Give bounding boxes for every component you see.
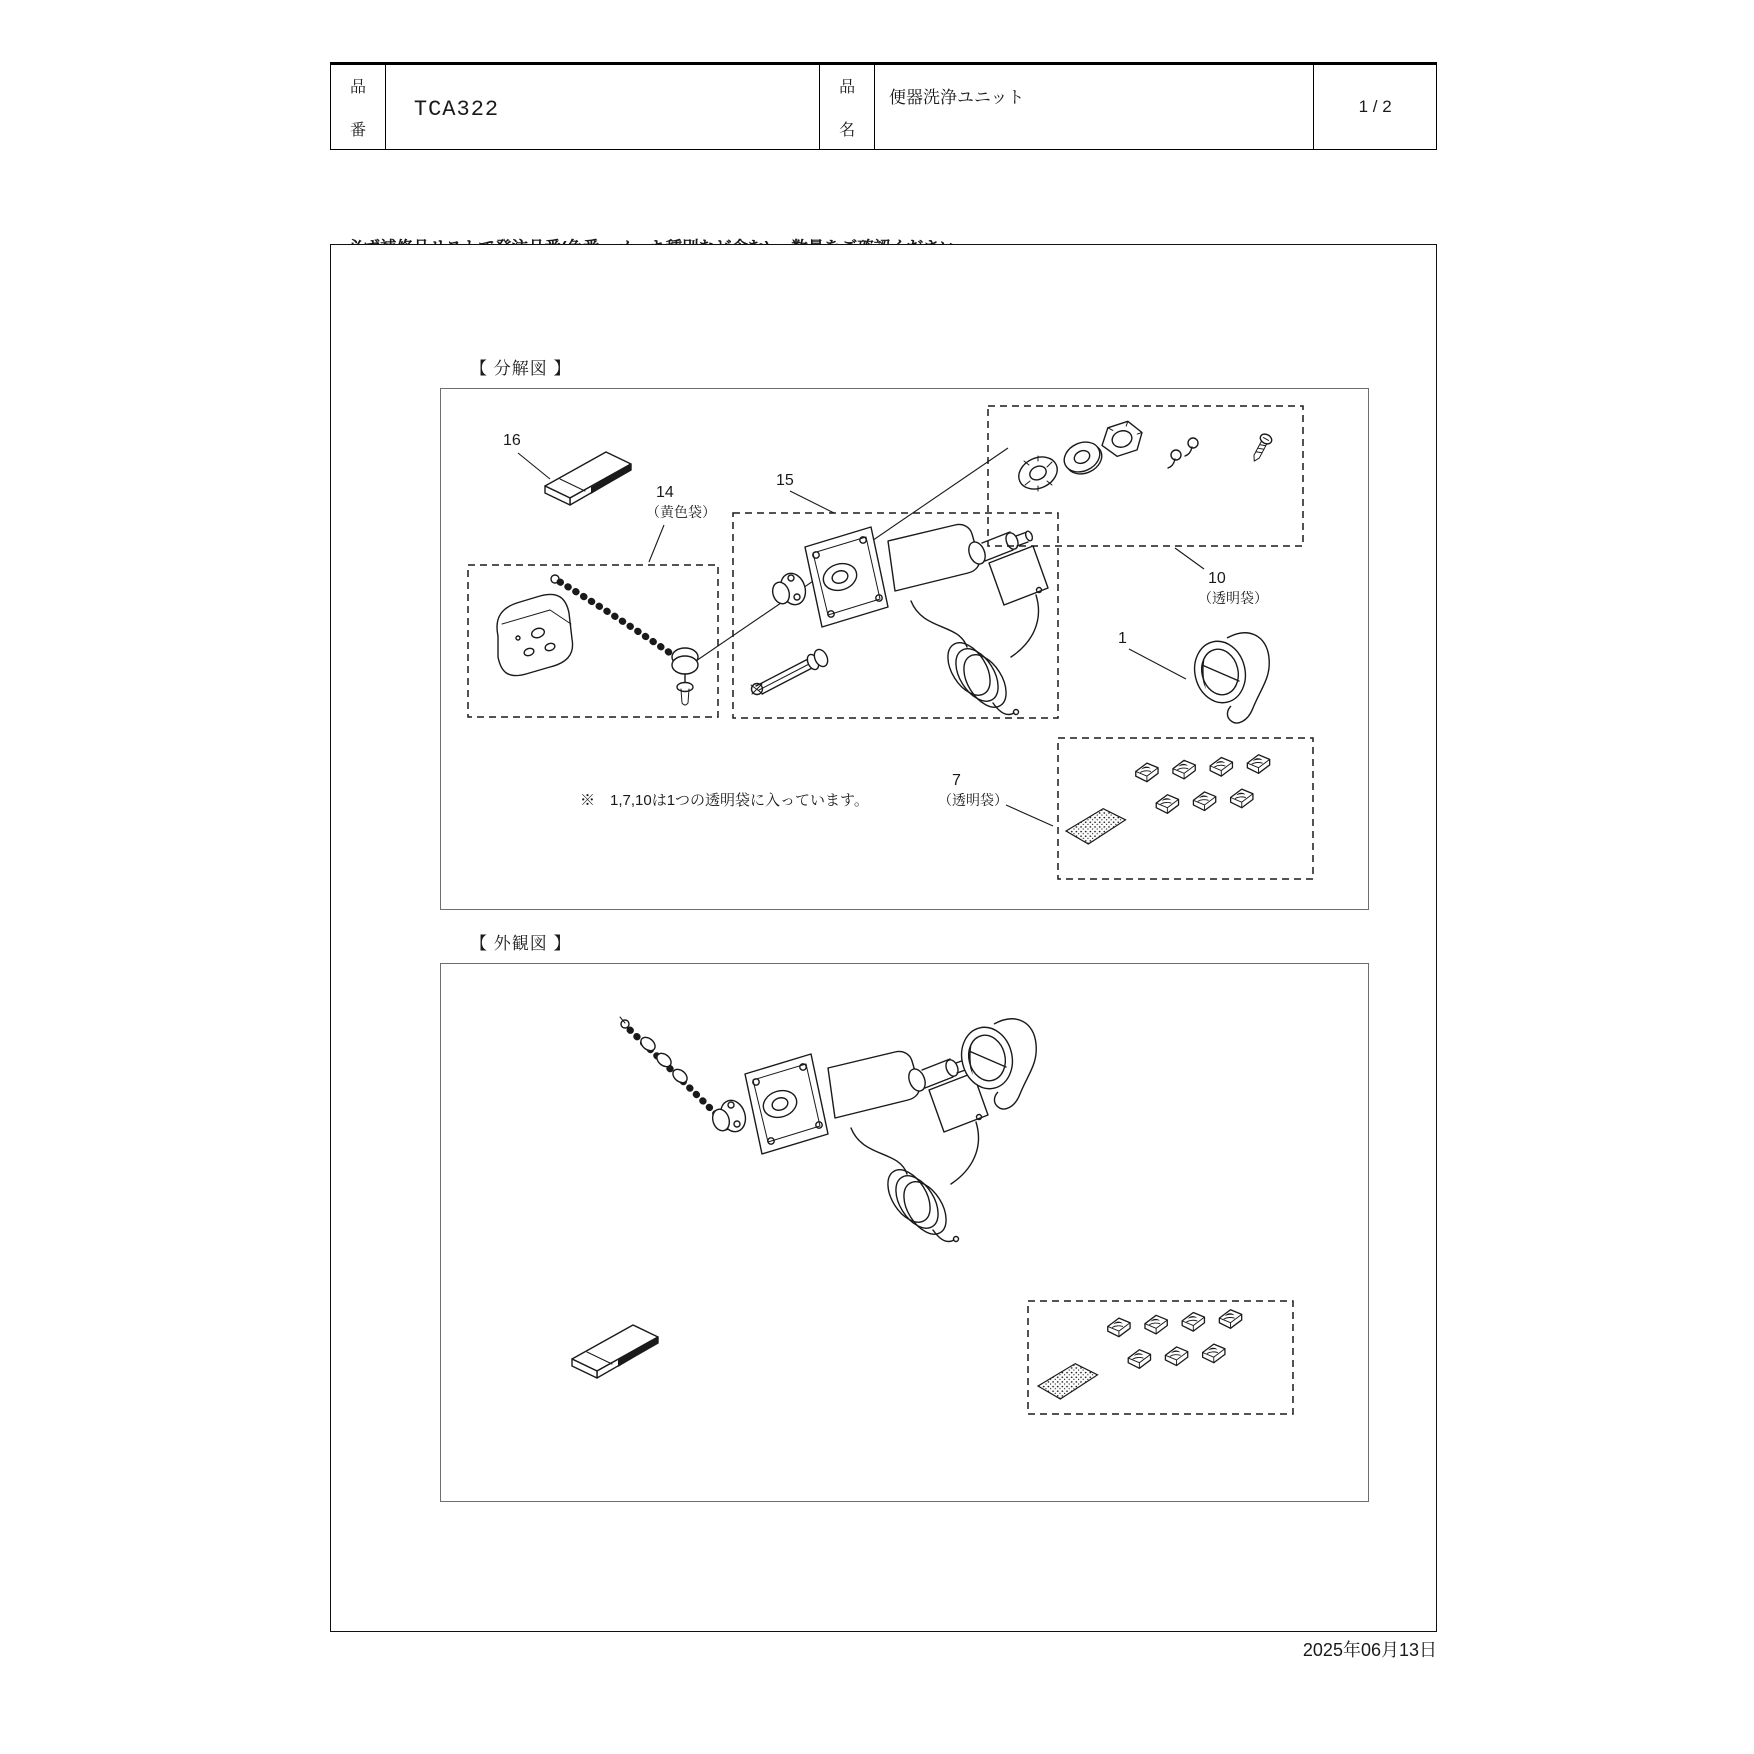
outline-clip-set [1038,1310,1242,1399]
part-name-label-cell [820,65,875,149]
part-name-cell [875,65,1314,149]
leader-14 [649,525,664,562]
spindle-rod-part [751,647,830,694]
label-15: 15 [776,472,794,489]
flat-washer [1059,436,1106,479]
header-table [330,62,1437,150]
part-no-cell [386,65,820,149]
page-indicator: 1 / 2 [1358,97,1392,116]
part-name: 便器洗浄ユニット [889,88,1025,107]
issue-date: 2025年06月13日 [1302,1640,1437,1660]
label-16: 16 [503,432,521,449]
part-no-label [331,65,385,149]
label-1: 1 [1118,630,1127,647]
flush-valve-unit [770,524,1048,714]
chain-part [551,575,698,705]
small-screw [1249,432,1273,464]
part-name-label-char-top: 品 [839,79,856,96]
label-7: 7 [952,772,961,789]
part-no-label-char-top: 品 [349,79,366,96]
part-16-stick [518,452,631,505]
pin-clip-1 [1168,450,1181,468]
label-10: 10 [1208,570,1226,587]
bag-note: ※ 1,7,10は1つの透明袋に入っています。 [580,792,869,809]
clear-bag-box-7 [1058,738,1313,879]
chain-screw [677,683,693,692]
assembled-flush-valve-unit [710,1051,988,1241]
exploded-view-box [440,388,1369,910]
part-name-label-char-bottom: 名 [839,122,856,139]
part-no-label-char-bottom: 番 [349,122,366,139]
outline-view-box [440,963,1369,1502]
float-cube-part [497,594,573,675]
part-name-label [820,65,874,149]
part-no-label-cell [331,65,386,149]
exploded-view-title: 【 分解図 】 [470,359,572,378]
page-indicator-cell [1314,65,1436,149]
leader-10 [1175,548,1204,569]
pin-clip-2 [1185,438,1198,456]
leader-15 [790,491,834,513]
leader-1 [1129,649,1186,679]
label-7-bag: （透明袋） [938,792,1008,808]
knob-part [1188,633,1269,723]
exploded-diagram [441,389,1368,909]
clip-set [1066,755,1270,844]
outline-stick [572,1325,658,1378]
outline-view-title: 【 外観図 】 [470,934,572,953]
label-14: 14 [656,484,674,501]
lock-washer [1014,451,1063,495]
label-10-bag: （透明袋） [1198,590,1268,606]
leader-7 [1006,805,1053,826]
label-14-bag: （黄色袋） [646,504,716,520]
hex-nut [1097,418,1146,460]
outline-diagram [441,964,1368,1501]
part-number: TCA322 [413,97,500,122]
